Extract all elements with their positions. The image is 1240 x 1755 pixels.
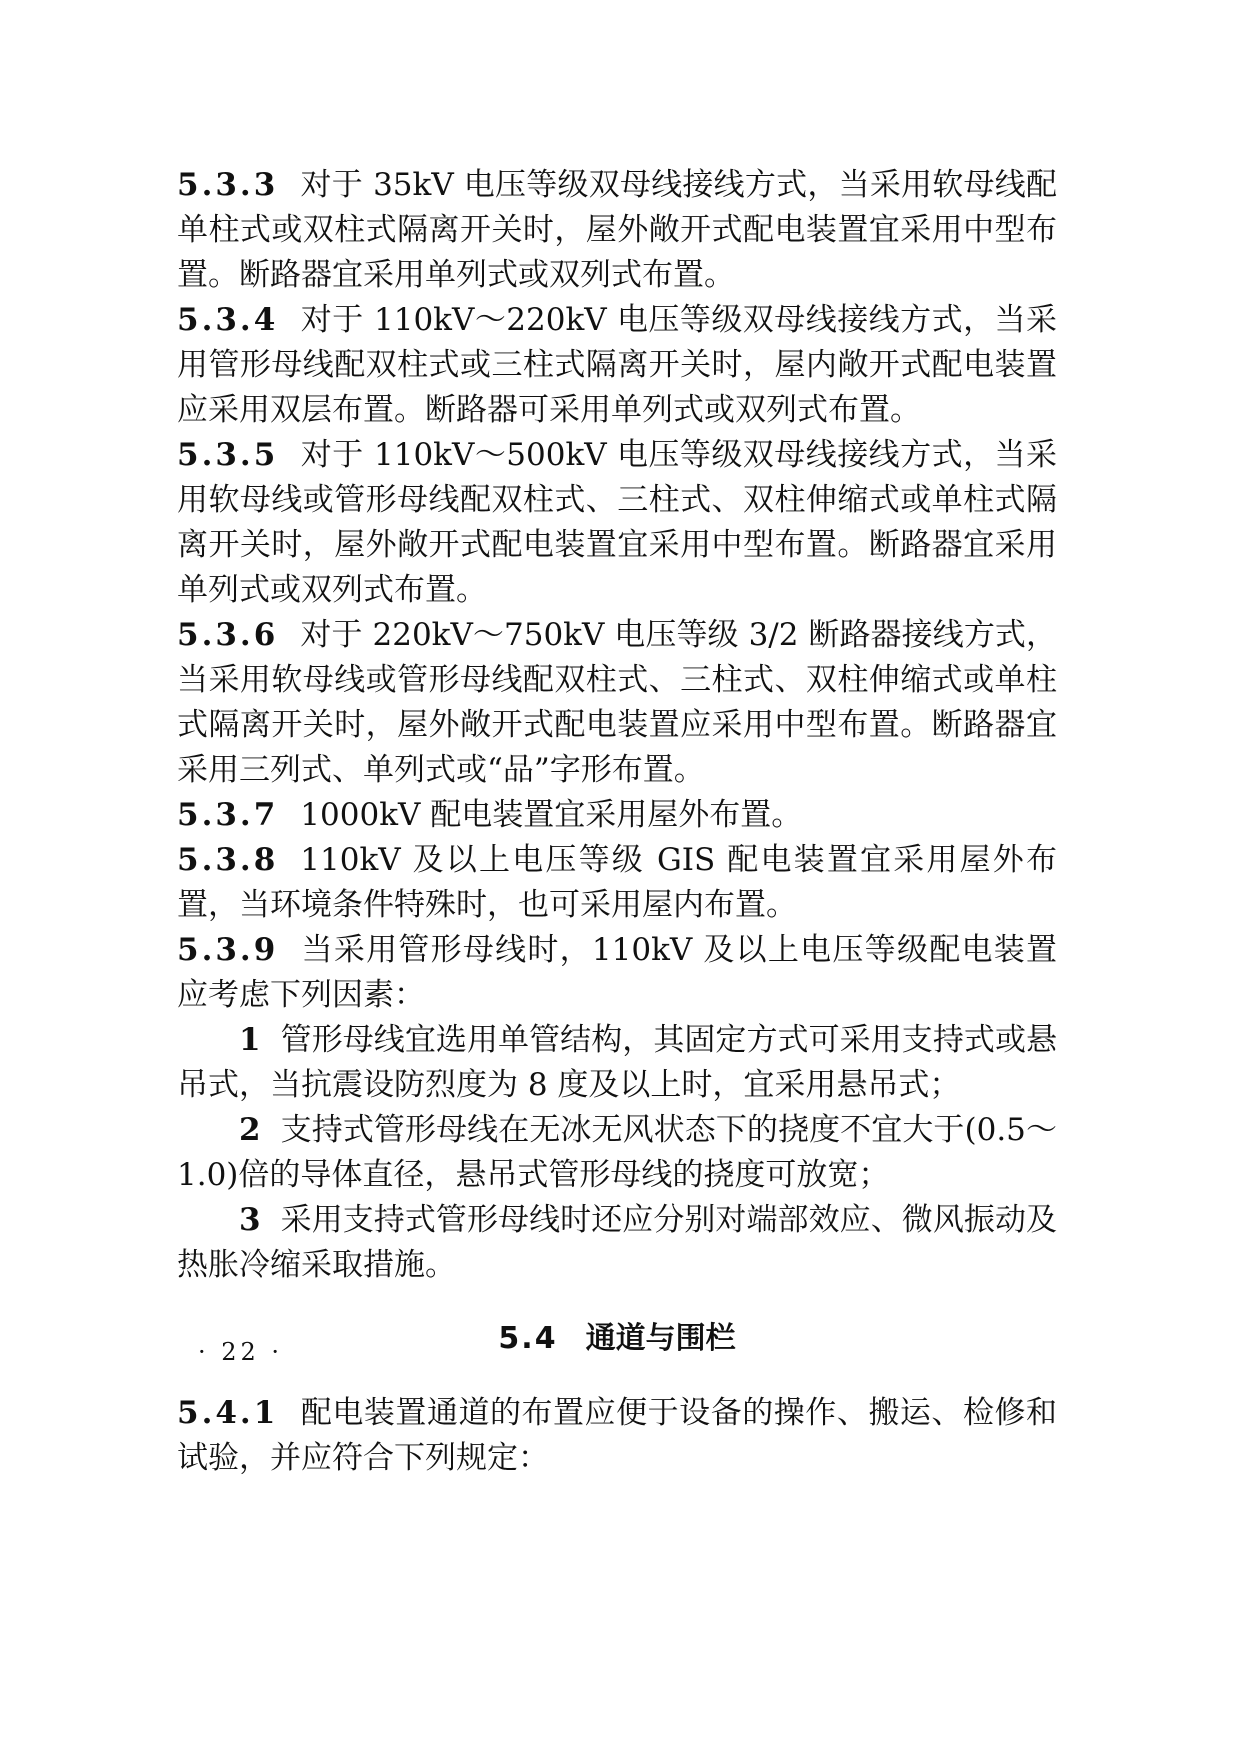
list-item [177,1108,1057,1198]
section-number: 5.4 [498,1321,558,1356]
clause-5-3-3 [177,163,1057,298]
list-item [177,1198,1057,1288]
item-number: 3 [239,1202,261,1238]
clause-text: 对于 110kV～500kV 电压等级双母线接线方式，当采用软母线或管形母线配双柱式、三柱式、双柱伸缩式或单柱式隔离开关时，屋外敞开式配电装置宜采用中型布置。断路器宜采用单列式或双列式布置。 [177,437,1057,608]
item-text: 管形母线宜选用单管结构，其固定方式可采用支持式或悬吊式，当抗震设防烈度为 8 度及以上时，宜采用悬吊式； [177,1022,1057,1103]
document-body [177,163,1057,1481]
clause-number: 5.3.6 [177,617,279,653]
clause-text: 当采用管形母线时，110kV 及以上电压等级配电装置应考虑下列因素： [177,932,1057,1013]
clause-number: 5.3.9 [177,932,279,968]
section-title: 通道与围栏 [585,1321,736,1356]
clause-text: 配电装置通道的布置应便于设备的操作、搬运、检修和试验，并应符合下列规定： [177,1395,1057,1476]
clause-5-3-6 [177,613,1057,793]
item-text: 采用支持式管形母线时还应分别对端部效应、微风振动及热胀冷缩采取措施。 [177,1202,1057,1283]
clause-text: 对于 220kV～750kV 电压等级 3/2 断路器接线方式，当采用软母线或管形母线配双柱式、三柱式、双柱伸缩式或单柱式隔离开关时，屋外敞开式配电装置应采用中型布置。断路器宜采用三列式、单列式或“品”字形布置。 [177,617,1057,788]
clause-5-3-5 [177,433,1057,613]
clause-number: 5.3.3 [177,167,279,203]
clause-5-3-9 [177,928,1057,1018]
clause-5-3-7 [177,793,1057,838]
clause-text: 对于 35kV 电压等级双母线接线方式，当采用软母线配单柱式或双柱式隔离开关时，屋外敞开式配电装置宜采用中型布置。断路器宜采用单列式或双列式布置。 [177,167,1057,293]
section-heading-5-4 [177,1316,1057,1361]
clause-number: 5.3.8 [177,842,279,878]
page-number: · 22 · [198,1338,284,1366]
clause-5-4-1 [177,1391,1057,1481]
clause-text: 1000kV 配电装置宜采用屋外布置。 [300,797,803,833]
list-item [177,1018,1057,1108]
clause-number: 5.3.4 [177,302,279,338]
item-number: 2 [239,1112,261,1148]
clause-number: 5.3.7 [177,797,279,833]
item-number: 1 [239,1022,261,1058]
clause-text: 对于 110kV～220kV 电压等级双母线接线方式，当采用管形母线配双柱式或三柱式隔离开关时，屋内敞开式配电装置应采用双层布置。断路器可采用单列式或双列式布置。 [177,302,1057,428]
clause-number: 5.4.1 [177,1395,279,1431]
clause-5-3-8 [177,838,1057,928]
clause-5-3-4 [177,298,1057,433]
clause-number: 5.3.5 [177,437,279,473]
item-text: 支持式管形母线在无冰无风状态下的挠度不宜大于(0.5～1.0)倍的导体直径，悬吊式管形母线的挠度可放宽； [177,1112,1057,1193]
clause-text: 110kV 及以上电压等级 GIS 配电装置宜采用屋外布置，当环境条件特殊时，也可采用屋内布置。 [177,842,1057,923]
